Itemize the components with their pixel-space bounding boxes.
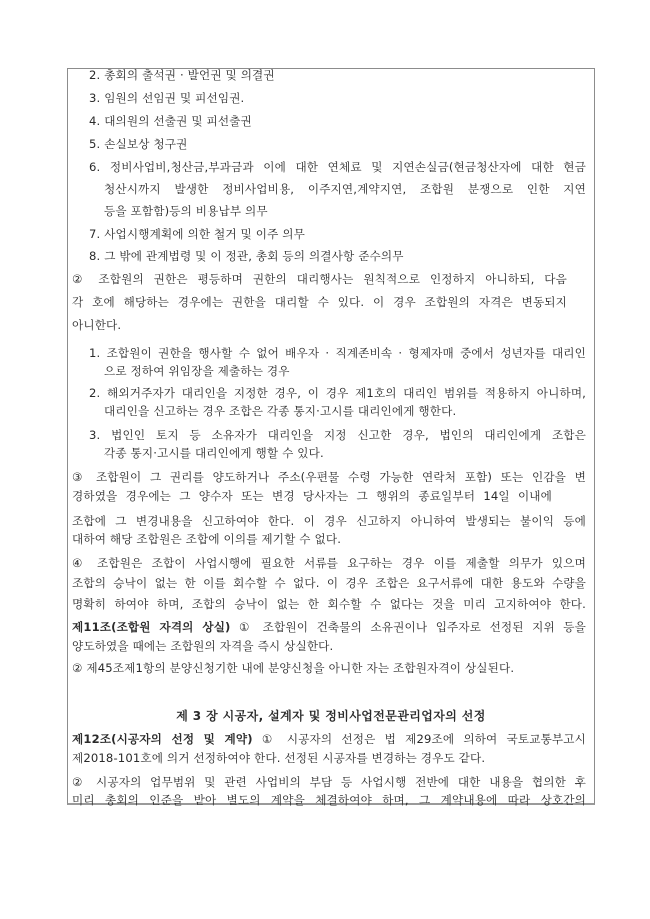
paragraph-2-line3: 아니한다. [72, 318, 122, 332]
article-11-title: 제11조(조합원 자격의 상실) [72, 620, 231, 634]
list-item-8: 8. 그 밖에 관계법령 및 이 정관, 총회 등의 의결사항 준수의무 [89, 249, 404, 263]
sub-item-3-line1: 3. 법인인 토지 등 소유자가 대리인을 지정 신고한 경우, 법인의 대리인에게 조합은 [89, 428, 586, 442]
paragraph-4-line2: 조합의 승낙이 없는 한 이를 회수할 수 없다. 이 경우 조합은 요구서류에 대한 용도와 수량을 [72, 576, 586, 590]
paragraph-3-line2: 경하였을 경우에는 그 양수자 또는 변경 당사자는 그 행위의 종료일부터 14일 이내에 [72, 489, 552, 503]
list-item-2: 2. 총회의 출석권 · 발언권 및 의결권 [89, 68, 275, 82]
paragraph-3-line3: 조합에 그 변경내용을 신고하여야 한다. 이 경우 신고하지 아니하여 발생되는 불이익 등에 [72, 514, 586, 528]
chapter-heading: 제 3 장 시공자, 설계자 및 정비사업전문관리업자의 선정 [176, 709, 486, 723]
paragraph-4-line3: 명확히 하여야 하며, 조합의 승낙이 없는 한 회수할 수 없다는 것을 미리 고지하여야 한다. [72, 597, 586, 611]
list-item-7: 7. 사업시행계획에 의한 철거 및 이주 의무 [89, 227, 305, 241]
list-item-4: 4. 대의원의 선출권 및 피선출권 [89, 114, 252, 128]
paragraph-3-line4: 대하여 해당 조합원은 조합에 이의를 제기할 수 없다. [72, 532, 342, 546]
article-11-paragraph-2: ② 제45조제1항의 분양신청기한 내에 분양신청을 아니한 자는 조합원자격이 상실된다. [72, 661, 515, 675]
article-12-text: ① 시공자의 선정은 법 제29조에 의하여 국토교통부고시 [252, 732, 586, 746]
article-11-line2: 양도하였을 때에는 조합원의 자격을 즉시 상실한다. [72, 639, 334, 653]
paragraph-2-line2: 각 호에 해당하는 경우에는 권한을 대리할 수 있다. 이 경우 조합원의 자격은 변동되지 [72, 295, 567, 309]
paragraph-4-line1: ④ 조합원은 조합이 사업시행에 필요한 서류를 요구하는 경우 이를 제출할 의무가 있으며 [72, 556, 586, 570]
list-item-3: 3. 임원의 선임권 및 피선임권. [89, 91, 245, 105]
article-12-line1 [72, 732, 586, 746]
article-12-paragraph-2-line1: ② 시공자의 업무범위 및 관련 사업비의 부담 등 사업시행 전반에 대한 내용을 협의한 후 [72, 775, 586, 789]
list-item-6-line3: 등을 포함함)등의 비용납부 의무 [104, 204, 268, 218]
list-item-6-line2: 청산시까지 발생한 정비사업비용, 이주지연,계약지연, 조합원 분쟁으로 인한 지연 [104, 182, 586, 196]
article-12-title: 제12조(시공자의 선정 및 계약) [72, 732, 253, 746]
list-item-5: 5. 손실보상 청구권 [89, 137, 188, 151]
sub-item-1-line1: 1. 조합원이 권한을 행사할 수 없어 배우자 · 직계존비속 · 형제자매 중에서 성년자를 대리인 [89, 346, 586, 360]
sub-item-2-line1: 2. 해외거주자가 대리인을 지정한 경우, 이 경우 제1호의 대리인 범위를 적용하지 아니하며, [89, 386, 586, 400]
article-11-line1 [72, 620, 586, 634]
article-12-line2: 제2018-101호에 의거 선정하여야 한다. 선정된 시공자를 변경하는 경우도 같다. [72, 751, 486, 765]
article-11-text: ① 조합원이 건축물의 소유권이나 입주자로 선정된 지위 등을 [230, 620, 587, 634]
sub-item-2-line2: 대리인을 신고하는 경우 조합은 각종 통지·고시를 대리인에게 행한다. [104, 404, 457, 418]
paragraph-3-line1: ③ 조합원이 그 권리를 양도하거나 주소(우편물 수령 가능한 연락처 포함) 또는 인감을 변 [72, 470, 586, 484]
sub-item-3-line2: 각종 통지·고시를 대리인에게 행할 수 있다. [104, 446, 324, 460]
paragraph-2-line1: ② 조합원의 권한은 평등하며 권한의 대리행사는 원칙적으로 인정하지 아니하되, 다음 [72, 272, 567, 286]
list-item-6-line1: 6. 정비사업비,청산금,부과금과 이에 대한 연체료 및 지연손실금(현금청산자에 대한 현금 [89, 160, 586, 174]
article-12-paragraph-2-line2: 미리 총회의 인준을 받아 별도의 계약을 체결하여야 하며, 그 계약내용에 따라 상호간의 [72, 793, 586, 807]
sub-item-1-line2: 으로 정하여 위임장을 제출하는 경우 [104, 364, 290, 378]
